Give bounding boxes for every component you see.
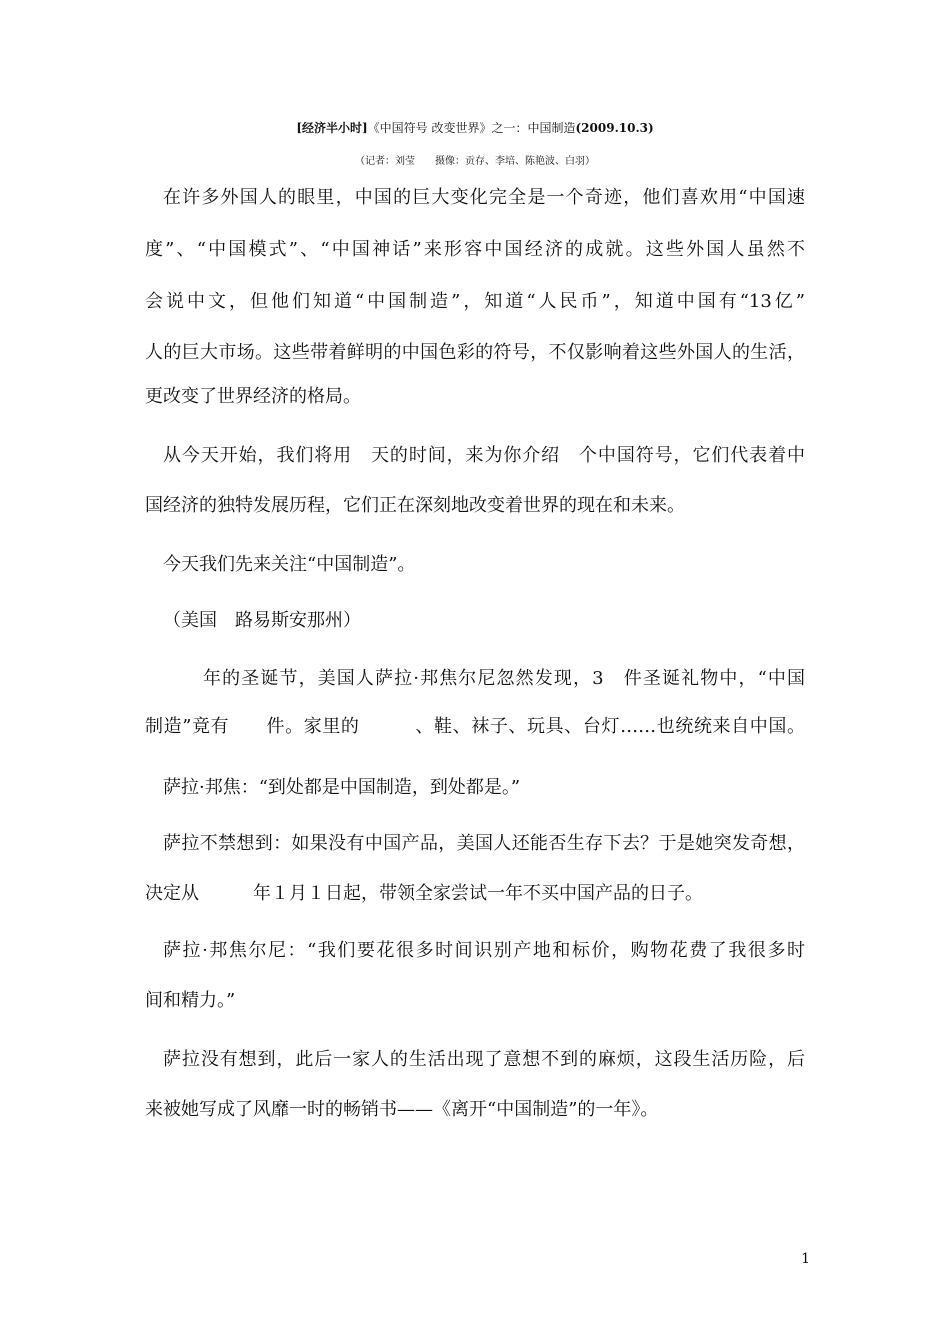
title-prefix: [经济半小时] xyxy=(296,121,368,135)
byline: （记者：刘莹 摄像：贡存、李培、陈艳波、白羽） xyxy=(355,156,595,167)
text-line: 间和精力。” xyxy=(145,990,236,1011)
text-line: 萨拉·邦焦尔尼：“我们要花很多时间识别产地和标价，购物花费了我很多时 xyxy=(163,940,805,961)
document-title xyxy=(0,120,950,136)
text-line: 萨拉没有想到，此后一家人的生活出现了意想不到的麻烦，这段生活历险，后 xyxy=(163,1049,805,1070)
text-line: 萨拉不禁想到：如果没有中国产品，美国人还能否生存下去？于是她突发奇想， xyxy=(163,833,805,854)
text-line: 来被她写成了风靡一时的畅销书——《离开“中国制造”的一年》。 xyxy=(145,1099,659,1120)
text-line: 年的圣诞节，美国人萨拉·邦焦尔尼忽然发现，3 件圣诞礼物中，“中国 xyxy=(203,668,805,689)
text-line: （美国 路易斯安那州） xyxy=(163,610,361,631)
text-line: 从今天开始，我们将用 天的时间，来为你介绍 个中国符号，它们代表着中 xyxy=(163,445,805,466)
text-line: 度”、“中国模式”、“中国神话”来形容中国经济的成就。这些外国人虽然不 xyxy=(145,239,805,260)
text-line: 更改变了世界经济的格局。 xyxy=(145,386,361,407)
text-line: 在许多外国人的眼里，中国的巨大变化完全是一个奇迹，他们喜欢用“中国速 xyxy=(163,187,805,208)
title-main: 《中国符号 改变世界》之一：中国制造 xyxy=(367,121,576,135)
text-line: 会说中文，但他们知道“中国制造”，知道“人民币”，知道中国有“13亿” xyxy=(145,291,805,312)
text-line: 萨拉·邦焦：“到处都是中国制造，到处都是。” xyxy=(163,777,521,798)
text-line: 决定从 年１月１日起，带领全家尝试一年不买中国产品的日子。 xyxy=(145,883,703,904)
page-number: 1 xyxy=(801,1251,810,1267)
text-line: 制造”竟有 件。家里的 、鞋、袜子、玩具、台灯……也统统来自中国。 xyxy=(145,716,805,737)
text-line: 人的巨大市场。这些带着鲜明的中国色彩的符号，不仅影响着这些外国人的生活， xyxy=(145,342,805,363)
title-date: (2009.10.3) xyxy=(575,121,654,135)
text-line: 今天我们先来关注“中国制造”。 xyxy=(163,554,416,575)
text-line: 国经济的独特发展历程，它们正在深刻地改变着世界的现在和未来。 xyxy=(145,495,685,516)
